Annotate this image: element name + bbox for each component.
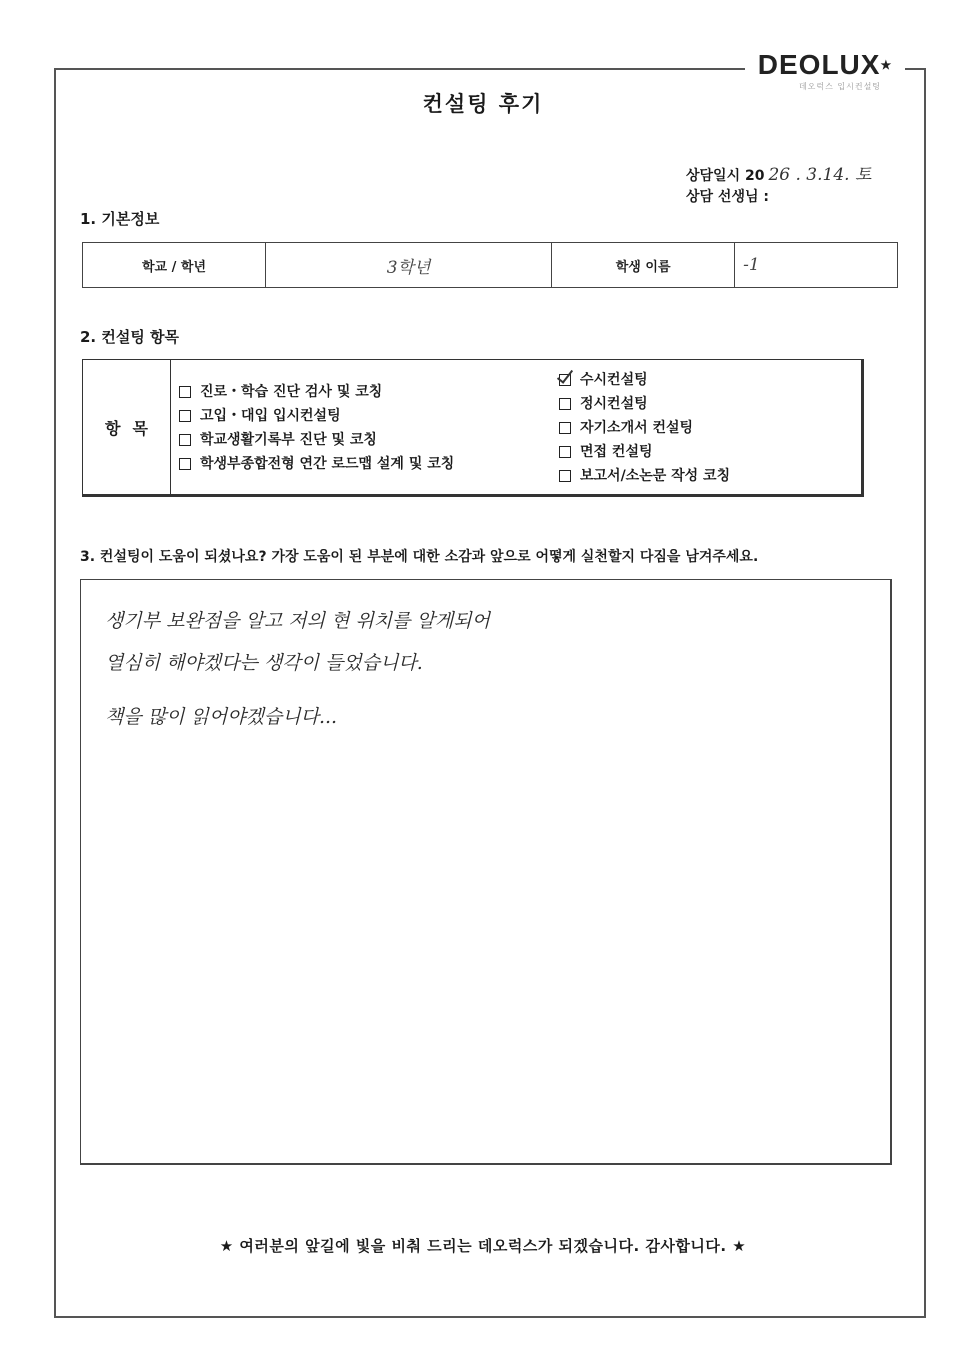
school-grade-value: 3학년 — [266, 243, 552, 288]
consult-date-value: 26 . 3.14. 토 — [768, 165, 872, 185]
basic-info-table — [82, 242, 898, 288]
item-interview[interactable]: 면접 컨설팅 — [559, 440, 730, 464]
student-name-label: 학생 이름 — [552, 243, 735, 288]
consult-date-label: 상담일시 20 — [686, 168, 765, 184]
consult-teacher-label: 상담 선생님 : — [686, 189, 769, 205]
item-admission-consulting[interactable]: 고입・대입 입시컨설팅 — [179, 404, 454, 428]
checkbox-icon[interactable] — [559, 422, 571, 434]
checkbox-icon[interactable] — [559, 398, 571, 410]
logo-wordmark: DEOLUX★ — [757, 49, 893, 80]
consulting-items-box — [82, 359, 864, 497]
items-left-column — [179, 380, 454, 476]
items-right-column — [559, 368, 730, 488]
answer-line: 열심히 해야겠다는 생각이 들었습니다. — [105, 652, 423, 674]
checkbox-icon[interactable] — [179, 434, 191, 446]
section-basic-info-title: 1. 기본정보 — [80, 210, 160, 228]
item-report[interactable]: 보고서/소논문 작성 코칭 — [559, 464, 730, 488]
consult-date — [686, 160, 871, 185]
checkbox-icon[interactable] — [179, 458, 191, 470]
star-icon: ★ — [880, 58, 893, 72]
checkbox-icon[interactable] — [559, 446, 571, 458]
feedback-question: 3. 컨설팅이 도움이 되셨나요? 가장 도움이 된 부분에 대한 소감과 앞으로 어떻게 실천할지 다짐을 남겨주세요. — [80, 549, 759, 565]
footer-message: ★ 여러분의 앞길에 빛을 비춰 드리는 데오럭스가 되겠습니다. 감사합니다. ★ — [219, 1237, 747, 1255]
feedback-answer-box[interactable] — [80, 579, 892, 1165]
answer-line: 책을 많이 읽어야겠습니다... — [105, 706, 338, 728]
page-title: 컨설팅 후기 — [422, 92, 544, 116]
item-record-diagnosis[interactable]: 학교생활기록부 진단 및 코칭 — [179, 428, 454, 452]
checkbox-icon[interactable] — [559, 470, 571, 482]
checkbox-icon[interactable] — [179, 386, 191, 398]
logo-subtitle: 데오럭스 입시컨설팅 — [798, 82, 882, 91]
item-essay[interactable]: 자기소개서 컨설팅 — [559, 416, 730, 440]
item-career-diagnosis[interactable]: 진로・학습 진단 검사 및 코칭 — [179, 380, 454, 404]
section-consulting-items-title: 2. 컨설팅 항목 — [80, 328, 180, 346]
checkbox-icon[interactable] — [179, 410, 191, 422]
item-roadmap[interactable]: 학생부종합전형 연간 로드맵 설계 및 코칭 — [179, 452, 454, 476]
student-name-value: -1 — [735, 243, 898, 288]
answer-line: 생기부 보완점을 알고 저의 현 위치를 알게되어 — [105, 610, 490, 632]
item-susi[interactable]: 수시컨설팅 — [559, 368, 730, 392]
school-grade-label: 학교 / 학년 — [83, 243, 266, 288]
items-head-label: 항목 — [83, 360, 171, 494]
item-jeongsi[interactable]: 정시컨설팅 — [559, 392, 730, 416]
checked-checkbox-icon[interactable] — [559, 374, 571, 386]
